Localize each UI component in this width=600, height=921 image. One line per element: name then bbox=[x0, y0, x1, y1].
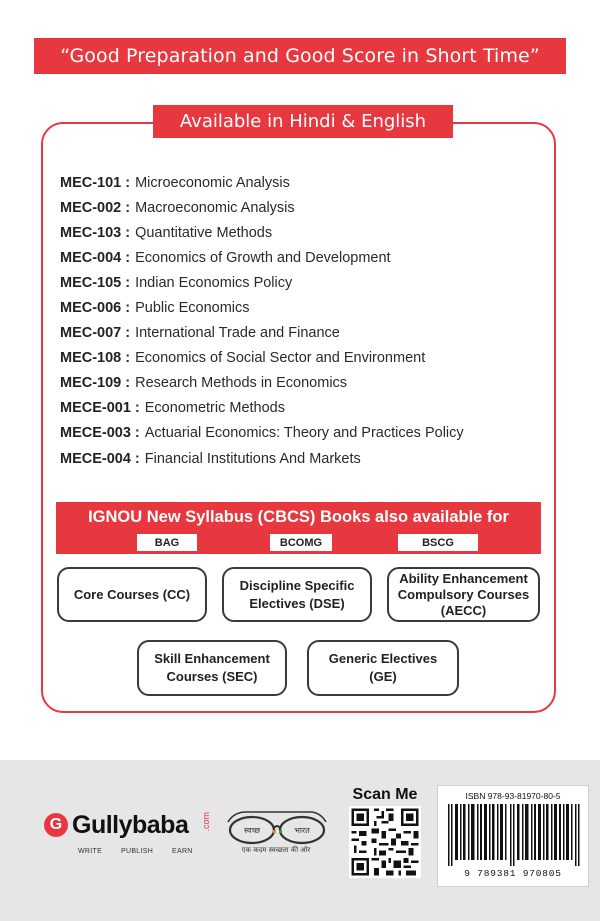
course-item bbox=[60, 220, 550, 245]
category-line: Generic Electives bbox=[328, 651, 438, 666]
category-line: (AECC) bbox=[440, 602, 487, 618]
category-line: Ability Enhancement bbox=[399, 570, 528, 586]
course-code: MEC-007 bbox=[60, 325, 122, 342]
course-separator: : bbox=[125, 224, 131, 241]
course-separator: : bbox=[125, 274, 131, 291]
course-title: Research Methods in Economics bbox=[135, 375, 348, 392]
program-badge-bscg: BSCG bbox=[398, 534, 478, 551]
course-title: Financial Institutions And Markets bbox=[144, 450, 361, 467]
isbn-label: ISBN 978-93-81970-80-5 bbox=[465, 791, 561, 801]
category-line: Discipline Specific bbox=[239, 577, 355, 593]
course-list bbox=[60, 170, 550, 471]
course-item bbox=[60, 321, 550, 346]
course-code: MEC-101 bbox=[60, 174, 122, 191]
course-item bbox=[60, 396, 550, 421]
qr-code-icon bbox=[349, 806, 421, 878]
category-aecc bbox=[387, 567, 540, 622]
course-code: MEC-006 bbox=[60, 300, 122, 317]
course-item bbox=[60, 371, 550, 396]
course-title: Economics of Growth and Development bbox=[135, 249, 391, 266]
course-separator: : bbox=[134, 450, 140, 467]
course-separator: : bbox=[125, 325, 131, 342]
course-code: MECE-001 bbox=[60, 400, 131, 417]
gullybaba-logo bbox=[44, 810, 188, 840]
course-item bbox=[60, 195, 550, 220]
course-title: Indian Economics Policy bbox=[135, 274, 293, 291]
category-core-courses bbox=[57, 567, 207, 622]
category-line: Skill Enhancement bbox=[154, 651, 270, 666]
course-code: MEC-004 bbox=[60, 249, 122, 266]
category-line: Electives (DSE) bbox=[249, 595, 345, 611]
tagline-banner bbox=[34, 38, 566, 74]
course-title: International Trade and Finance bbox=[135, 325, 340, 342]
course-title: Public Economics bbox=[135, 300, 250, 317]
language-tab bbox=[153, 105, 453, 138]
course-separator: : bbox=[134, 400, 140, 417]
category-line: Core Courses (CC) bbox=[73, 586, 191, 602]
course-code: MEC-109 bbox=[60, 375, 122, 392]
logo-mark-icon: G bbox=[44, 813, 68, 837]
barcode-digits: 9 789381 970805 bbox=[464, 868, 562, 879]
swachh-right-text: भारत bbox=[294, 826, 310, 835]
course-separator: : bbox=[125, 375, 131, 392]
program-badge-bcomg: BCOMG bbox=[270, 534, 332, 551]
logo-wordmark: Gullybaba bbox=[72, 810, 189, 839]
slogan-publish: PUBLISH bbox=[121, 848, 154, 855]
category-line: Compulsory Courses bbox=[397, 586, 530, 602]
course-title: Quantitative Methods bbox=[135, 224, 273, 241]
course-item bbox=[60, 421, 550, 446]
course-separator: : bbox=[125, 174, 131, 191]
tagline-text: “Good Preparation and Good Score in Short Time” bbox=[60, 45, 540, 67]
course-separator: : bbox=[134, 425, 140, 442]
course-code: MECE-003 bbox=[60, 425, 131, 442]
barcode-icon bbox=[444, 804, 582, 866]
course-item bbox=[60, 346, 550, 371]
course-separator: : bbox=[125, 300, 131, 317]
category-line: (GE) bbox=[369, 669, 397, 684]
category-sec bbox=[137, 640, 287, 696]
course-code: MEC-002 bbox=[60, 199, 122, 216]
isbn-barcode bbox=[437, 785, 589, 887]
course-separator: : bbox=[125, 199, 131, 216]
course-title: Econometric Methods bbox=[144, 400, 285, 417]
course-title: Economics of Social Sector and Environment bbox=[135, 350, 426, 367]
course-title: Actuarial Economics: Theory and Practices Policy bbox=[144, 425, 464, 442]
course-item bbox=[60, 295, 550, 320]
course-code: MECE-004 bbox=[60, 450, 131, 467]
course-code: MEC-103 bbox=[60, 224, 122, 241]
program-badge-bag: BAG bbox=[137, 534, 197, 551]
syllabus-title: IGNOU New Syllabus (CBCS) Books also available for bbox=[88, 508, 509, 526]
course-title: Microeconomic Analysis bbox=[135, 174, 290, 191]
scan-me-label: Scan Me bbox=[352, 786, 418, 803]
course-code: MEC-108 bbox=[60, 350, 122, 367]
swachh-left-text: स्वच्छ bbox=[243, 826, 261, 835]
slogan-write: WRITE bbox=[78, 848, 103, 855]
course-title: Macroeconomic Analysis bbox=[135, 199, 295, 216]
course-item bbox=[60, 245, 550, 270]
course-code: MEC-105 bbox=[60, 274, 122, 291]
course-separator: : bbox=[125, 249, 131, 266]
slogan-earn: EARN bbox=[172, 848, 193, 855]
course-item bbox=[60, 270, 550, 295]
course-item bbox=[60, 446, 550, 471]
swachh-caption: एक कदम स्वच्छता की ओर bbox=[241, 846, 311, 854]
category-dse bbox=[222, 567, 372, 622]
language-tab-text: Available in Hindi & English bbox=[179, 111, 427, 132]
category-ge bbox=[307, 640, 459, 696]
course-separator: : bbox=[125, 350, 131, 367]
logo-domain: .com bbox=[201, 812, 211, 832]
course-item bbox=[60, 170, 550, 195]
category-line: Courses (SEC) bbox=[166, 669, 258, 684]
